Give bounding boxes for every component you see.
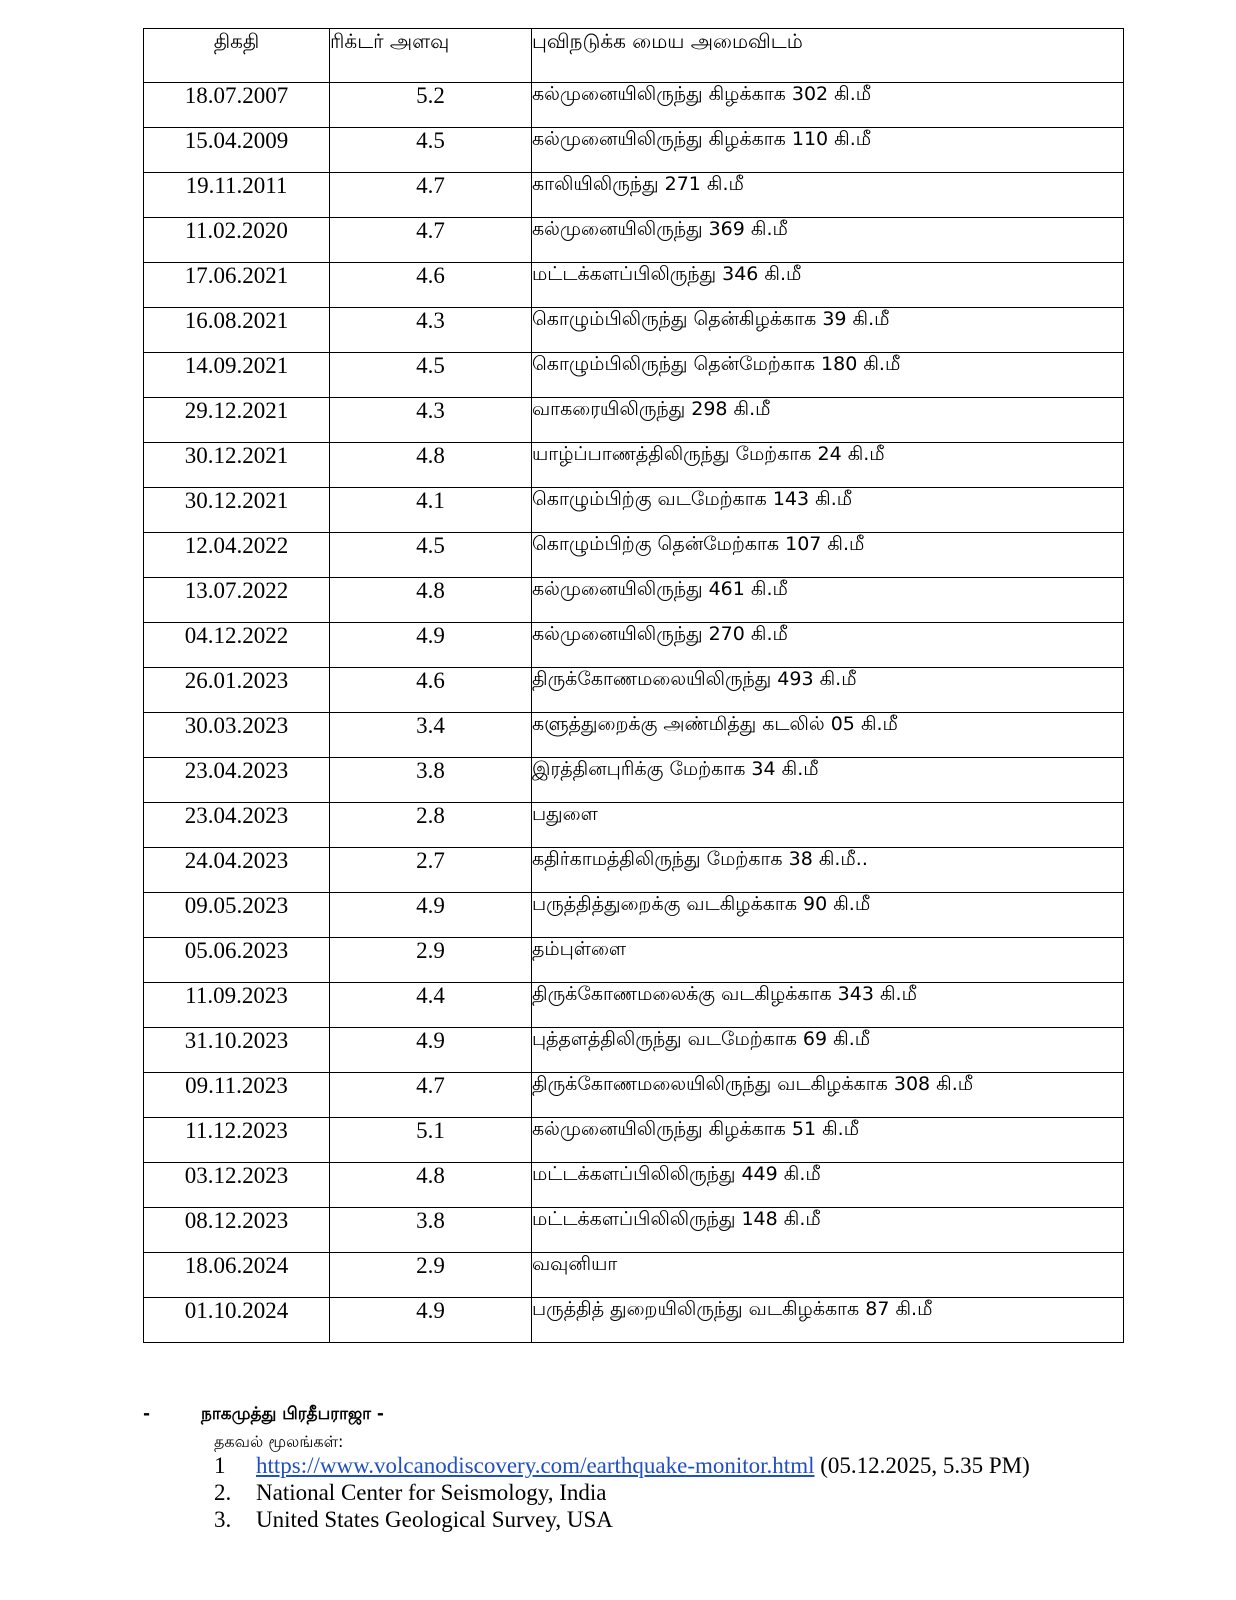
magnitude-cell: 4.6 [330,263,532,308]
table-header-row [144,29,1124,83]
source-number: 2. [214,1480,232,1505]
magnitude-cell: 5.1 [330,1118,532,1163]
location-cell: வவுனியா [532,1253,1124,1298]
table-row [144,1208,1124,1253]
source-link[interactable]: https://www.volcanodiscovery.com/earthquake-monitor.html [256,1453,815,1478]
source-link-suffix: (05.12.2025, 5.35 PM) [814,1453,1030,1478]
magnitude-cell: 4.5 [330,128,532,173]
date-cell: 24.04.2023 [144,848,330,893]
sources-list [214,1452,1030,1533]
table-row [144,1028,1124,1073]
magnitude-cell: 4.5 [330,533,532,578]
location-cell: யாழ்ப்பாணத்திலிருந்து மேற்காக 24 கி.மீ [532,443,1124,488]
table-row [144,848,1124,893]
magnitude-cell: 2.7 [330,848,532,893]
date-cell: 30.12.2021 [144,443,330,488]
location-cell: கொழும்பிற்கு தென்மேற்காக 107 கி.மீ [532,533,1124,578]
date-cell: 11.12.2023 [144,1118,330,1163]
header-date: திகதி [144,29,330,83]
table-row [144,308,1124,353]
table-row [144,353,1124,398]
date-cell: 03.12.2023 [144,1163,330,1208]
magnitude-cell: 4.9 [330,1028,532,1073]
table-row [144,443,1124,488]
table-row [144,398,1124,443]
header-location: புவிநடுக்க மைய அமைவிடம் [532,29,1124,83]
date-cell: 12.04.2022 [144,533,330,578]
location-cell: களுத்துறைக்கு அண்மித்து கடலில் 05 கி.மீ [532,713,1124,758]
author-line [143,1404,384,1426]
date-cell: 05.06.2023 [144,938,330,983]
magnitude-cell: 4.3 [330,308,532,353]
table-row [144,623,1124,668]
date-cell: 23.04.2023 [144,758,330,803]
table-row [144,803,1124,848]
table-row [144,1253,1124,1298]
author-dash: - [143,1404,151,1424]
location-cell: திருக்கோணமலையிலிருந்து 493 கி.மீ [532,668,1124,713]
table-row [144,758,1124,803]
location-cell: காலியிலிருந்து 271 கி.மீ [532,173,1124,218]
location-cell: கொழும்பிலிருந்து தென்கிழக்காக 39 கி.மீ [532,308,1124,353]
table-row [144,893,1124,938]
date-cell: 04.12.2022 [144,623,330,668]
magnitude-cell: 4.6 [330,668,532,713]
header-magnitude: ரிக்டர் அளவு [330,29,532,83]
table-row [144,128,1124,173]
magnitude-cell: 4.9 [330,893,532,938]
table-body [144,83,1124,1343]
location-cell: கல்முனையிலிருந்து கிழக்காக 110 கி.மீ [532,128,1124,173]
location-cell: மட்டக்களப்பிலிலிருந்து 449 கி.மீ [532,1163,1124,1208]
magnitude-cell: 4.4 [330,983,532,1028]
date-cell: 29.12.2021 [144,398,330,443]
table-row [144,1118,1124,1163]
magnitude-cell: 4.7 [330,1073,532,1118]
location-cell: கல்முனையிலிருந்து 369 கி.மீ [532,218,1124,263]
sources-title: தகவல் மூலங்கள்: [214,1432,344,1451]
location-cell: இரத்தினபுரிக்கு மேற்காக 34 கி.மீ [532,758,1124,803]
location-cell: பருத்தித் துறையிலிருந்து வடகிழக்காக 87 கி.மீ [532,1298,1124,1343]
table-row [144,173,1124,218]
location-cell: கொழும்பிற்கு வடமேற்காக 143 கி.மீ [532,488,1124,533]
table-row [144,1073,1124,1118]
magnitude-cell: 2.8 [330,803,532,848]
table-row [144,983,1124,1028]
source-text: United States Geological Survey, USA [256,1507,613,1532]
date-cell: 13.07.2022 [144,578,330,623]
location-cell: மட்டக்களப்பிலிருந்து 346 கி.மீ [532,263,1124,308]
table-row [144,218,1124,263]
date-cell: 30.03.2023 [144,713,330,758]
magnitude-cell: 2.9 [330,1253,532,1298]
location-cell: கொழும்பிலிருந்து தென்மேற்காக 180 கி.மீ [532,353,1124,398]
location-cell: கல்முனையிலிருந்து கிழக்காக 51 கி.மீ [532,1118,1124,1163]
date-cell: 09.11.2023 [144,1073,330,1118]
magnitude-cell: 3.4 [330,713,532,758]
location-cell: பருத்தித்துறைக்கு வடகிழக்காக 90 கி.மீ [532,893,1124,938]
magnitude-cell: 3.8 [330,1208,532,1253]
source-number: 3. [214,1507,232,1532]
table-row [144,533,1124,578]
date-cell: 19.11.2011 [144,173,330,218]
table-row [144,488,1124,533]
date-cell: 15.04.2009 [144,128,330,173]
location-cell: தம்புள்ளை [532,938,1124,983]
location-cell: புத்தளத்திலிருந்து வடமேற்காக 69 கி.மீ [532,1028,1124,1073]
source-item [214,1506,1030,1533]
table-row [144,668,1124,713]
date-cell: 14.09.2021 [144,353,330,398]
magnitude-cell: 4.8 [330,578,532,623]
table-row [144,938,1124,983]
location-cell: வாகரையிலிருந்து 298 கி.மீ [532,398,1124,443]
table-row [144,1163,1124,1208]
location-cell: பதுளை [532,803,1124,848]
table-row [144,578,1124,623]
source-item [214,1479,1030,1506]
source-number: 1 [214,1453,226,1478]
date-cell: 30.12.2021 [144,488,330,533]
table-row [144,713,1124,758]
magnitude-cell: 4.3 [330,398,532,443]
date-cell: 08.12.2023 [144,1208,330,1253]
table-row [144,263,1124,308]
date-cell: 18.06.2024 [144,1253,330,1298]
date-cell: 11.09.2023 [144,983,330,1028]
earthquake-table [143,28,1124,1343]
source-item [214,1452,1030,1479]
date-cell: 09.05.2023 [144,893,330,938]
magnitude-cell: 2.9 [330,938,532,983]
magnitude-cell: 3.8 [330,758,532,803]
magnitude-cell: 4.9 [330,623,532,668]
location-cell: கதிர்காமத்திலிருந்து மேற்காக 38 கி.மீ.. [532,848,1124,893]
magnitude-cell: 4.7 [330,218,532,263]
location-cell: கல்முனையிலிருந்து 461 கி.மீ [532,578,1124,623]
location-cell: மட்டக்களப்பிலிலிருந்து 148 கி.மீ [532,1208,1124,1253]
magnitude-cell: 5.2 [330,83,532,128]
location-cell: கல்முனையிலிருந்து கிழக்காக 302 கி.மீ [532,83,1124,128]
date-cell: 17.06.2021 [144,263,330,308]
magnitude-cell: 4.8 [330,1163,532,1208]
date-cell: 16.08.2021 [144,308,330,353]
author-name: நாகமுத்து பிரதீபராஜா - [201,1404,384,1424]
location-cell: திருக்கோணமலைக்கு வடகிழக்காக 343 கி.மீ [532,983,1124,1028]
magnitude-cell: 4.7 [330,173,532,218]
magnitude-cell: 4.1 [330,488,532,533]
location-cell: கல்முனையிலிருந்து 270 கி.மீ [532,623,1124,668]
source-text: National Center for Seismology, India [256,1480,607,1505]
date-cell: 01.10.2024 [144,1298,330,1343]
magnitude-cell: 4.5 [330,353,532,398]
date-cell: 23.04.2023 [144,803,330,848]
date-cell: 26.01.2023 [144,668,330,713]
date-cell: 31.10.2023 [144,1028,330,1073]
location-cell: திருக்கோணமலையிலிருந்து வடகிழக்காக 308 கி.மீ [532,1073,1124,1118]
date-cell: 18.07.2007 [144,83,330,128]
table-row [144,83,1124,128]
date-cell: 11.02.2020 [144,218,330,263]
magnitude-cell: 4.8 [330,443,532,488]
magnitude-cell: 4.9 [330,1298,532,1343]
table-row [144,1298,1124,1343]
